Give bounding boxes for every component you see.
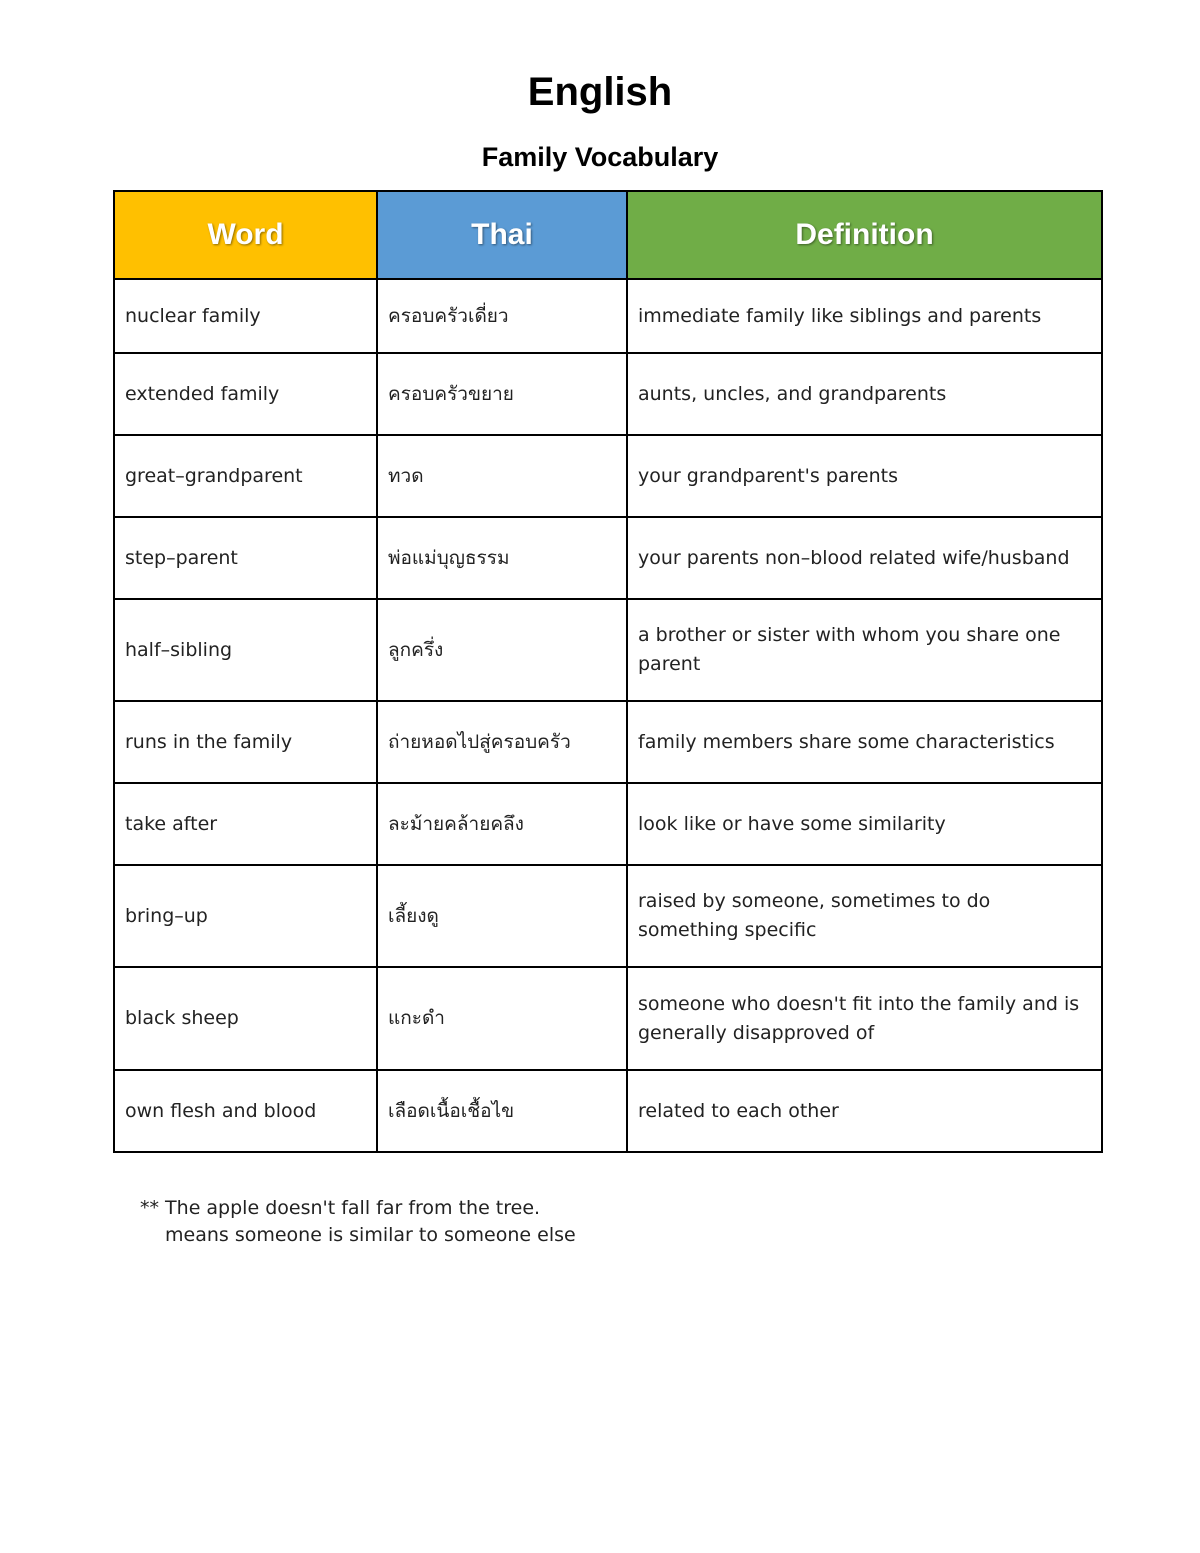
thai-cell: ลูกครึ่ง — [377, 599, 627, 701]
word-cell: great–grandparent — [114, 435, 377, 517]
thai-cell: เลี้ยงดู — [377, 865, 627, 967]
definition-cell: related to each other — [627, 1070, 1102, 1152]
word-cell: black sheep — [114, 967, 377, 1070]
table-row — [114, 1070, 1102, 1152]
word-cell: step–parent — [114, 517, 377, 599]
page-subtitle: Family Vocabulary — [481, 142, 719, 172]
definition-cell: your grandparent's parents — [627, 435, 1102, 517]
word-cell: bring–up — [114, 865, 377, 967]
word-cell: nuclear family — [114, 279, 377, 353]
table-row — [114, 865, 1102, 967]
page-title: English — [527, 70, 673, 114]
thai-cell: แกะดำ — [377, 967, 627, 1070]
word-cell: half–sibling — [114, 599, 377, 701]
word-cell: own flesh and blood — [114, 1070, 377, 1152]
table-row — [114, 599, 1102, 701]
definition-cell: raised by someone, sometimes to do something specific — [627, 865, 1102, 967]
thai-cell: ครอบครัวขยาย — [377, 353, 627, 435]
table-row — [114, 279, 1102, 353]
thai-cell: เลือดเนื้อเชื้อไข — [377, 1070, 627, 1152]
table-row — [114, 435, 1102, 517]
header-word: Word — [114, 191, 377, 279]
thai-cell: พ่อแม่บุญธรรม — [377, 517, 627, 599]
table-row — [114, 967, 1102, 1070]
table-row — [114, 353, 1102, 435]
table-row — [114, 783, 1102, 865]
word-cell: take after — [114, 783, 377, 865]
word-cell: runs in the family — [114, 701, 377, 783]
thai-cell: ทวด — [377, 435, 627, 517]
footnote-idiom: ** The apple doesn't fall far from the tree. — [140, 1197, 541, 1219]
table-header-row — [114, 191, 1102, 279]
thai-cell: ถ่ายหอดไปสู่ครอบครัว — [377, 701, 627, 783]
thai-cell: ครอบครัวเดี่ยว — [377, 279, 627, 353]
definition-cell: aunts, uncles, and grandparents — [627, 353, 1102, 435]
definition-cell: someone who doesn't fit into the family and is generally disapproved of — [627, 967, 1102, 1070]
definition-cell: look like or have some similarity — [627, 783, 1102, 865]
header-thai: Thai — [377, 191, 627, 279]
vocabulary-table — [113, 190, 1103, 1153]
definition-cell: immediate family like siblings and parents — [627, 279, 1102, 353]
definition-cell: your parents non–blood related wife/husband — [627, 517, 1102, 599]
definition-cell: family members share some characteristics — [627, 701, 1102, 783]
table-row — [114, 517, 1102, 599]
table-row — [114, 701, 1102, 783]
footnote — [140, 1195, 576, 1249]
header-definition: Definition — [627, 191, 1102, 279]
footnote-meaning: means someone is similar to someone else — [165, 1224, 576, 1246]
thai-cell: ละม้ายคล้ายคลึง — [377, 783, 627, 865]
definition-cell: a brother or sister with whom you share one parent — [627, 599, 1102, 701]
word-cell: extended family — [114, 353, 377, 435]
